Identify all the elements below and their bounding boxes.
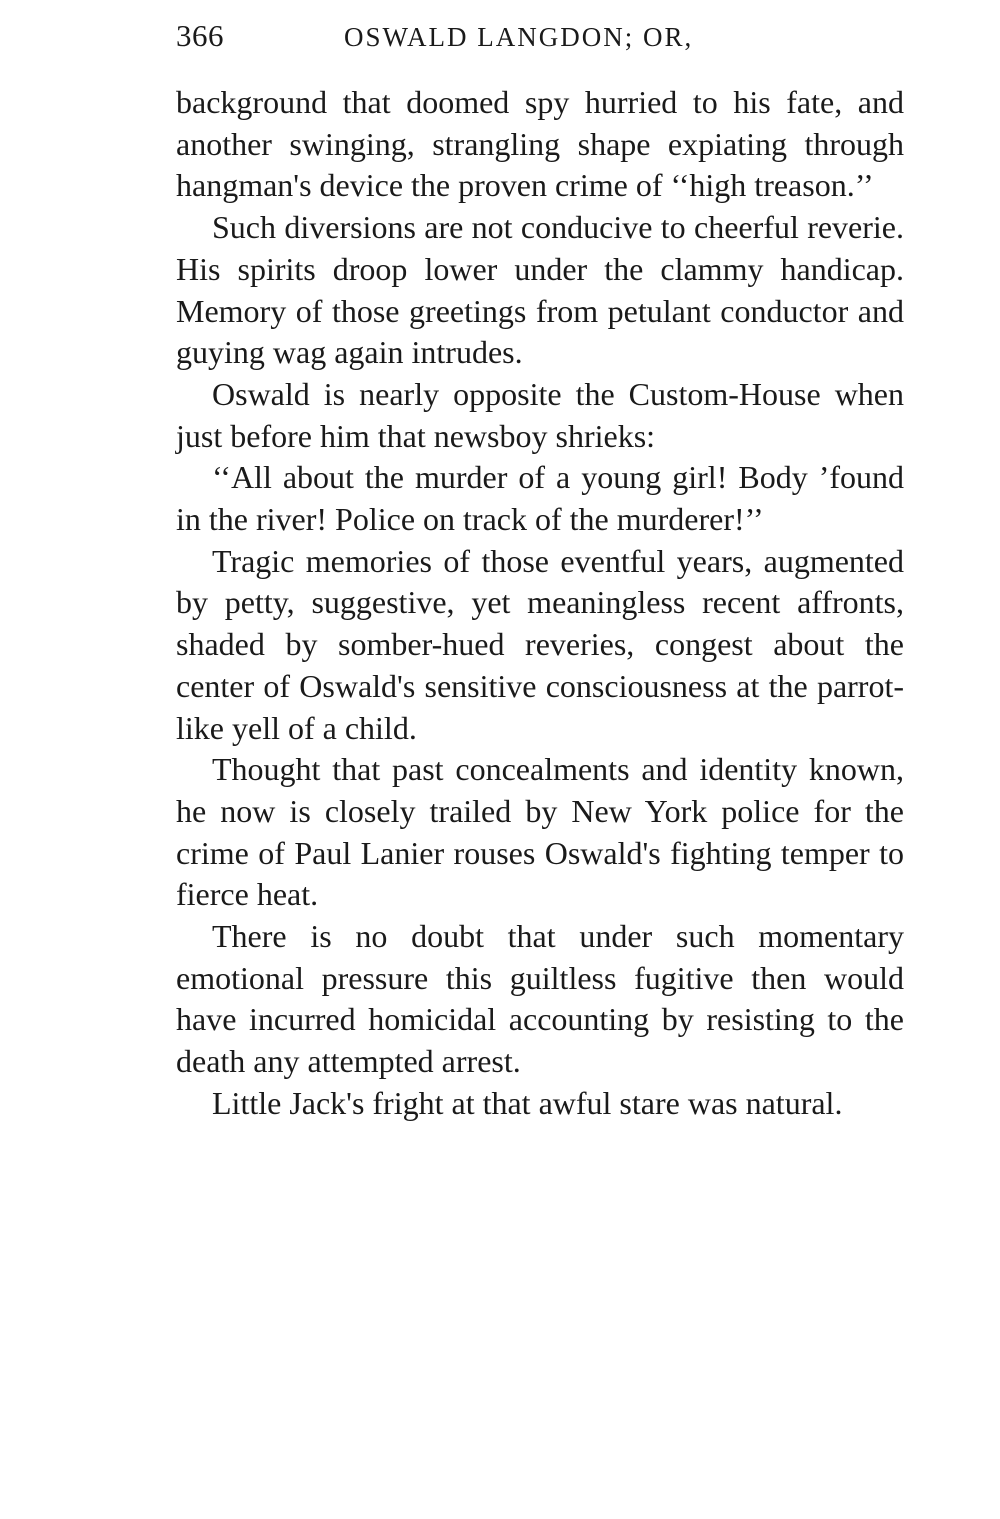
paragraph: Thought that past concealments and identity known, he now is closely trailed by New York police for the crime of Paul Lanier rouses Oswald's fighting temper to fierce heat.: [176, 751, 904, 913]
paragraph-continued: background that doomed spy hurried to his fate, and another swinging, strangling shape expiating through hangman's device the proven crime of ‘‘high treason.’’: [176, 84, 904, 204]
body-text: [176, 82, 904, 1125]
paragraph: There is no doubt that under such momentary emotional pressure this guiltless fugitive then would have incurred homicidal accounting by resisting to the death any attempted arrest.: [176, 918, 904, 1080]
running-title: OSWALD LANGDON; OR,: [344, 22, 694, 52]
paragraph: Tragic memories of those eventful years, augmented by petty, suggestive, yet meaningless recent affronts, shaded by somber-hued reveries, congest about the center of Oswald's sensitive consciousness at the parrot-like yell of a child.: [176, 542, 904, 746]
paragraph: Oswald is nearly opposite the Custom-House when just before him that newsboy shrieks:: [176, 375, 904, 454]
paragraph: Little Jack's fright at that awful stare was natural.: [212, 1084, 843, 1121]
paragraph-quote: ‘‘All about the murder of a young girl! Body ’found in the river! Police on track of the murderer!’’: [176, 459, 904, 538]
paragraph: Such diversions are not conducive to cheerful reverie. His spirits droop lower under the clammy handicap. Memory of those greetings from petulant conductor and guying wag again intrudes.: [176, 209, 904, 371]
page-number: 366: [176, 18, 224, 53]
running-head: [176, 18, 906, 62]
